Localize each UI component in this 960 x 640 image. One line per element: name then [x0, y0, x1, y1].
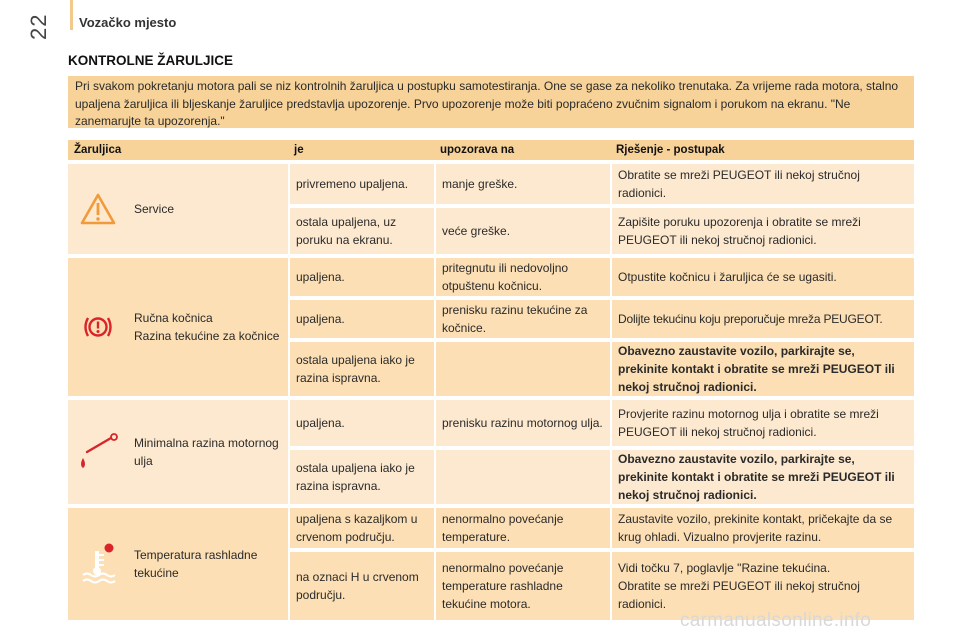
light-warns: prenisku razinu tekućine za kočnice.: [434, 300, 610, 340]
light-action: Obratite se mreži PEUGEOT ili nekoj stručnoj radionici.: [610, 164, 914, 206]
light-action: Obavezno zaustavite vozilo, parkirajte se, prekinite kontakt i obratite se mreži PEUGEOT ili nekoj stručnoj radionici.: [610, 342, 914, 398]
col-header-name: [128, 140, 288, 162]
light-name: Ručna kočnica Razina tekućine za kočnice: [128, 258, 288, 398]
page-number: 22: [26, 13, 51, 40]
light-state: upaljena s kazaljkom u crvenom području.: [288, 508, 434, 550]
header-title: Vozačko mjesto: [79, 15, 177, 30]
oil-level-icon: [74, 432, 122, 472]
coolant-icon-cell: [68, 508, 128, 622]
brake-warning-icon: [74, 314, 122, 340]
warning-lights-table: [68, 138, 914, 624]
light-warns: nenormalno povećanje temperature.: [434, 508, 610, 550]
service-warning-triangle-icon: [74, 193, 122, 225]
light-name: Temperatura rashladne tekućine: [128, 508, 288, 622]
col-header-warns: upozorava na: [434, 140, 610, 162]
watermark-footer: carmanualsonline.info: [680, 610, 872, 631]
table-row: [68, 400, 914, 448]
col-header-action: Rješenje - postupak: [610, 140, 914, 162]
light-action: Provjerite razinu motornog ulja i obratite se mreži PEUGEOT ili nekoj stručnoj radionici.: [610, 400, 914, 448]
light-action: Obavezno zaustavite vozilo, parkirajte se, prekinite kontakt i obratite se mreži PEUGEOT ili nekoj stručnoj radionici.: [610, 450, 914, 506]
col-header-state: je: [288, 140, 434, 162]
light-name: Service: [128, 164, 288, 256]
light-warns: [434, 342, 610, 398]
brake-icon-cell: [68, 258, 128, 398]
oil-icon-cell: [68, 400, 128, 506]
light-action: Otpustite kočnicu i žaruljica će se ugasiti.: [610, 258, 914, 298]
light-state: privremeno upaljena.: [288, 164, 434, 206]
table-row: [68, 508, 914, 550]
table-row: [68, 258, 914, 298]
light-warns: [434, 450, 610, 506]
table-header-row: [68, 140, 914, 162]
light-action: Zaustavite vozilo, prekinite kontakt, pričekajte da se krug ohladi. Vizualno provjerite razinu.: [610, 508, 914, 550]
light-name: Minimalna razina motornog ulja: [128, 400, 288, 506]
light-state: upaljena.: [288, 258, 434, 298]
intro-paragraph: Pri svakom pokretanju motora pali se niz kontrolnih žaruljica u postupku samotestiranja. One se gase za nekoliko trenutaka. Za vrijeme rada motora, stalno upaljena žaruljica ili bljeskanje žaruljice predstavlja upozorenje. Prvo upozorenje može biti popraćeno zvučnim signalom i porukom na ekranu. "Ne zanemarujte ta upozorenja.": [68, 76, 914, 128]
header-accent-bar: [70, 0, 73, 30]
light-state: na oznaci H u crvenom području.: [288, 552, 434, 622]
light-warns: pritegnutu ili nedovoljno otpuštenu kočnicu.: [434, 258, 610, 298]
light-action: Vidi točku 7, poglavlje "Razine tekućina. Obratite se mreži PEUGEOT ili nekoj stručnoj radionici.: [610, 552, 914, 622]
service-icon-cell: [68, 164, 128, 256]
light-action: Zapišite poruku upozorenja i obratite se mreži PEUGEOT ili nekoj stručnoj radionici.: [610, 208, 914, 256]
coolant-temperature-icon: [74, 541, 122, 587]
light-warns: manje greške.: [434, 164, 610, 206]
light-state: ostala upaljena, uz poruku na ekranu.: [288, 208, 434, 256]
light-state: ostala upaljena iako je razina ispravna.: [288, 342, 434, 398]
section-title: KONTROLNE ŽARULJICE: [68, 53, 233, 68]
light-state: upaljena.: [288, 300, 434, 340]
light-state: ostala upaljena iako je razina ispravna.: [288, 450, 434, 506]
table-row: [68, 164, 914, 206]
light-warns: nenormalno povećanje temperature rashladne tekućine motora.: [434, 552, 610, 622]
light-state: upaljena.: [288, 400, 434, 448]
light-warns: veće greške.: [434, 208, 610, 256]
light-warns: prenisku razinu motornog ulja.: [434, 400, 610, 448]
col-header-light: Žaruljica: [68, 140, 128, 162]
light-action: Dolijte tekućinu koju preporučuje mreža PEUGEOT.: [610, 300, 914, 340]
